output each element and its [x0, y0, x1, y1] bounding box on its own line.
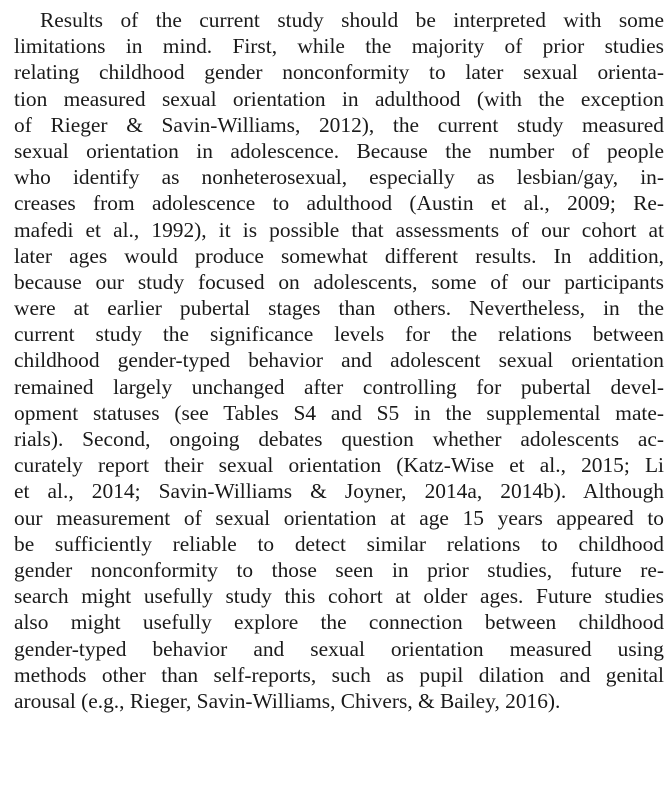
- paragraph-line: also might usefully explore the connection between childhood: [14, 610, 664, 635]
- text-paragraph: [14, 7, 664, 714]
- paragraph-line: limitations in mind. First, while the majority of prior studies: [14, 34, 664, 59]
- paragraph-line: because our study focused on adolescents, some of our participants: [14, 269, 664, 294]
- paragraph-line: arousal (e.g., Rieger, Savin-Williams, Chivers, & Bailey, 2016).: [14, 688, 561, 713]
- paragraph-line: remained largely unchanged after controlling for pubertal devel-: [14, 374, 664, 399]
- paragraph-line: childhood gender-typed behavior and adolescent sexual orientation: [14, 348, 664, 373]
- paragraph-line: gender-typed behavior and sexual orientation measured using: [14, 636, 664, 661]
- paragraph-line: our measurement of sexual orientation at age 15 years appeared to: [14, 505, 664, 530]
- paragraph-line: mafedi et al., 1992), it is possible that assessments of our cohort at: [14, 217, 664, 242]
- paragraph-line: Results of the current study should be interpreted with some: [40, 8, 664, 32]
- paragraph-line: tion measured sexual orientation in adulthood (with the exception: [14, 86, 664, 111]
- paragraph-line: relating childhood gender nonconformity to later sexual orienta-: [14, 60, 664, 85]
- paragraph-line: who identify as nonheterosexual, especially as lesbian/gay, in-: [14, 165, 664, 190]
- paragraph-line: current study the significance levels for the relations between: [14, 322, 664, 347]
- paragraph-line: curately report their sexual orientation (Katz-Wise et al., 2015; Li: [14, 453, 664, 478]
- paragraph-line: opment statuses (see Tables S4 and S5 in the supplemental mate-: [14, 400, 664, 425]
- paragraph-line: creases from adolescence to adulthood (Austin et al., 2009; Re-: [14, 191, 664, 216]
- paragraph-line: later ages would produce somewhat different results. In addition,: [14, 243, 664, 268]
- paragraph-line: search might usefully study this cohort at older ages. Future studies: [14, 584, 664, 609]
- paragraph-line: methods other than self-reports, such as pupil dilation and genital: [14, 662, 664, 687]
- paragraph-line: were at earlier pubertal stages than others. Nevertheless, in the: [14, 296, 664, 321]
- paragraph-line: sexual orientation in adolescence. Because the number of people: [14, 138, 664, 163]
- paragraph-line: of Rieger & Savin-Williams, 2012), the current study measured: [14, 112, 664, 137]
- paragraph-line: rials). Second, ongoing debates question whether adolescents ac-: [14, 427, 664, 451]
- paragraph-line: et al., 2014; Savin-Williams & Joyner, 2014a, 2014b). Although: [14, 479, 664, 504]
- paragraph-line: gender nonconformity to those seen in prior studies, future re-: [14, 557, 664, 582]
- paragraph-line: be sufficiently reliable to detect similar relations to childhood: [14, 531, 664, 556]
